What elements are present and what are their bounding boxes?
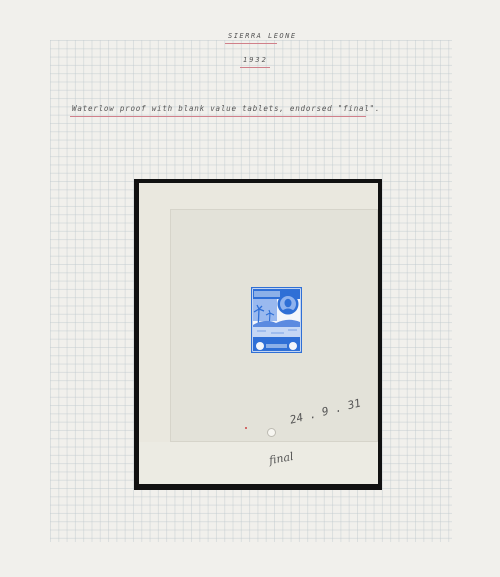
- stamp-bottom-legend: [266, 344, 287, 348]
- page-margin: [452, 0, 500, 577]
- page-margin: [0, 542, 500, 577]
- red-mark: [245, 427, 247, 429]
- page-margin: [0, 0, 50, 577]
- king-head: [285, 299, 292, 308]
- heading-underline: [225, 43, 277, 44]
- proof-card-lower-strip: [139, 442, 378, 484]
- foreground-bank: [253, 337, 300, 341]
- pencil-date: 24 . 9 . 31: [288, 396, 363, 427]
- stamp-die-proof: [251, 287, 302, 353]
- river-water: [253, 327, 300, 337]
- proof-description: Waterlow proof with blank value tablets, endorsed "final".: [72, 104, 381, 113]
- pencil-endorsement: final: [268, 449, 295, 468]
- description-underline: [70, 116, 366, 117]
- year-heading: 1932: [243, 56, 268, 64]
- punch-hole: [267, 428, 276, 437]
- country-heading: SIERRA LEONE: [228, 32, 297, 40]
- stamp-country-banner: [254, 291, 280, 297]
- year-underline: [240, 67, 270, 68]
- blank-value-tablet-left: [256, 342, 264, 350]
- blank-value-tablet-right: [289, 342, 297, 350]
